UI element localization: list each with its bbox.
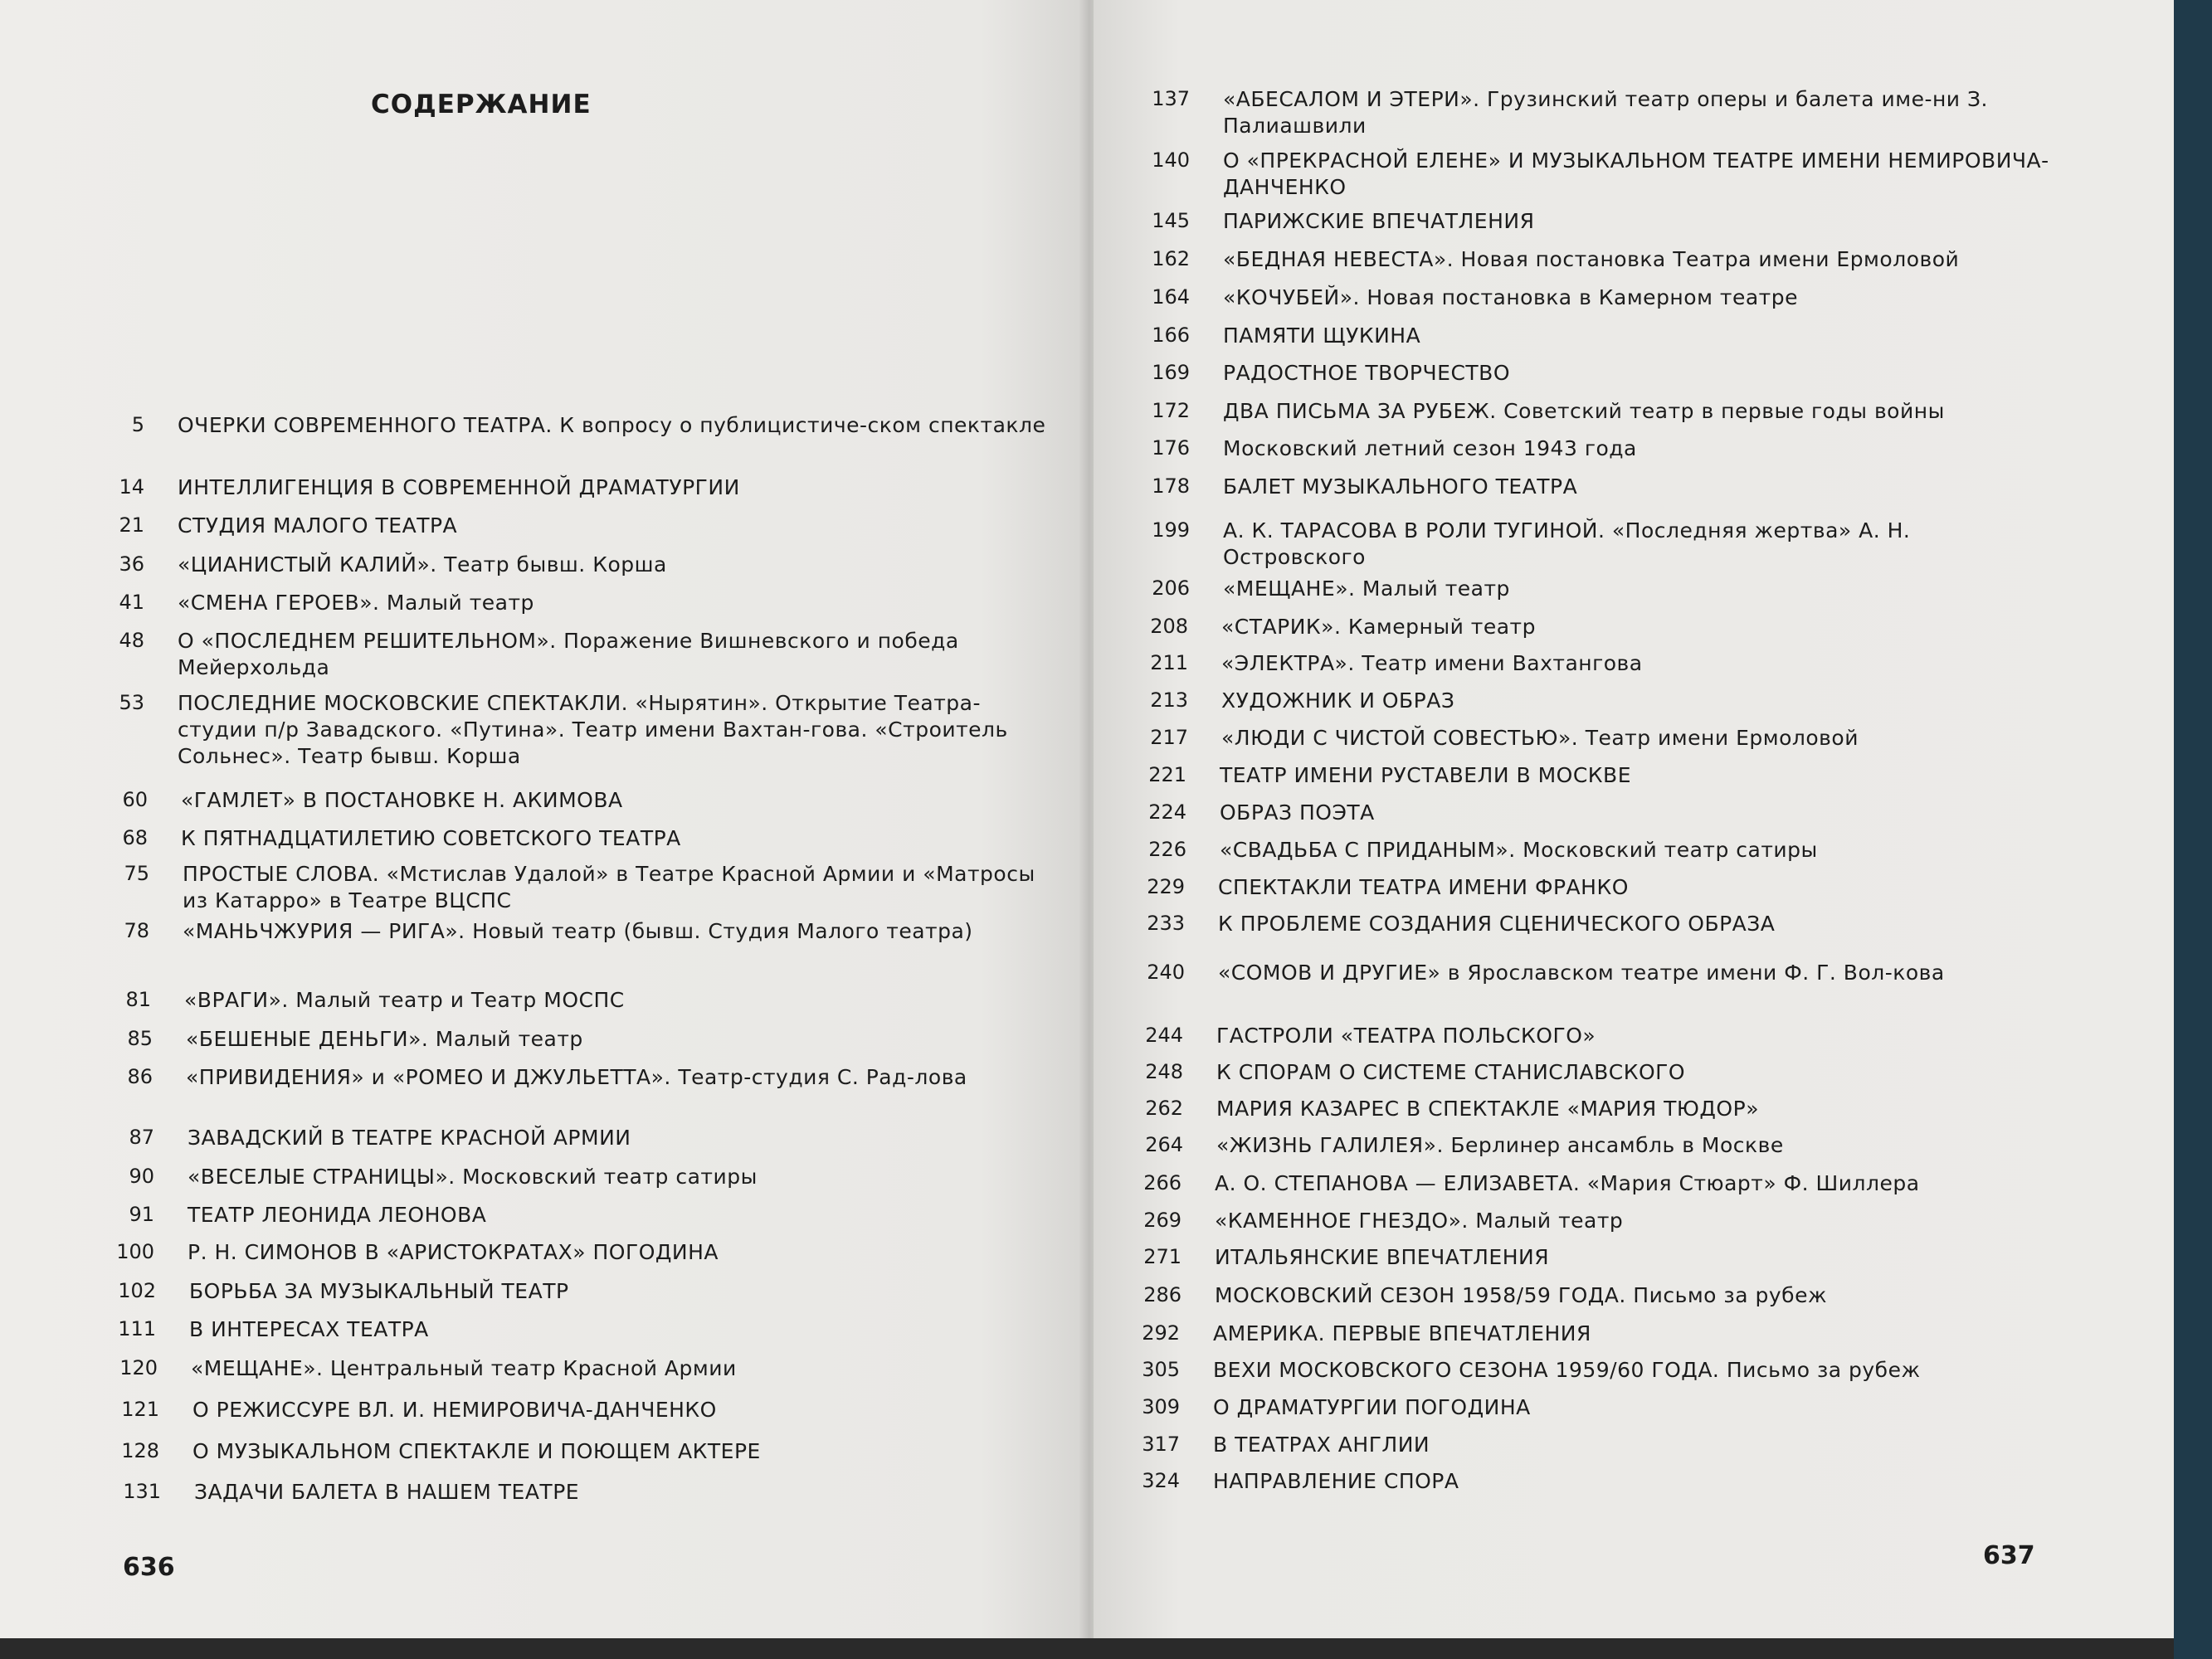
entry-page-number: 85	[127, 1027, 153, 1050]
entry-page-number: 5	[131, 413, 144, 436]
entry-title: РАДОСТНОЕ ТВОРЧЕСТВО	[1223, 361, 1510, 385]
entry-page-number: 14	[119, 475, 144, 499]
left-contents-entry	[90, 513, 1057, 539]
entry-page-number: 87	[129, 1126, 154, 1149]
left-contents-entry	[105, 1397, 1072, 1423]
entry-title: А. К. ТАРАСОВА В РОЛИ ТУГИНОЙ. «Последняя жертва» А. Н. Островского	[1223, 518, 1911, 569]
entry-page-number: 68	[122, 826, 148, 849]
entry-page-number: 140	[1152, 148, 1190, 172]
entry-title: Московский летний сезон 1943 года	[1223, 436, 1637, 460]
entry-page-number: 137	[1152, 87, 1190, 110]
right-contents-entry	[1125, 1432, 2043, 1458]
entry-page-number: 233	[1147, 912, 1185, 935]
right-contents-entry	[1127, 1170, 2044, 1197]
entry-title: К ПЯТНАДЦАТИЛЕТИЮ СОВЕТСКОГО ТЕАТРА	[181, 826, 681, 850]
left-contents-entry	[90, 590, 1057, 616]
entry-title: БАЛЕТ МУЗЫКАЛЬНОГО ТЕАТРА	[1223, 474, 1578, 499]
entry-page-number: 262	[1145, 1097, 1183, 1120]
right-contents-entry	[1132, 800, 2049, 826]
entry-page-number: 81	[125, 988, 151, 1011]
entry-title: ТЕАТР ЛЕОНИДА ЛЕОНОВА	[188, 1203, 487, 1227]
left-contents-entry	[101, 1278, 1069, 1305]
entry-page-number: 120	[119, 1356, 158, 1379]
entry-title: Р. Н. СИМОНОВ В «АРИСТОКРАТАХ» ПОГОДИНА	[188, 1240, 719, 1264]
left-contents-entry	[101, 1316, 1069, 1343]
entry-title: «СТАРИК». Камерный театр	[1221, 615, 1536, 639]
right-contents-entry	[1135, 323, 2053, 349]
entry-page-number: 208	[1150, 615, 1188, 638]
contents-heading: СОДЕРЖАНИЕ	[371, 90, 592, 119]
entry-page-number: 264	[1145, 1133, 1183, 1156]
entry-title: О ДРАМАТУРГИИ ПОГОДИНА	[1213, 1395, 1531, 1419]
entry-title: БОРЬБА ЗА МУЗЫКАЛЬНЫЙ ТЕАТР	[189, 1279, 569, 1303]
entry-title: ХУДОЖНИК И ОБРАЗ	[1221, 688, 1455, 713]
entry-title: ОЧЕРКИ СОВРЕМЕННОГО ТЕАТРА. К вопросу о публицистиче-ском спектакле	[178, 413, 1046, 437]
left-page-number: 636	[123, 1553, 175, 1582]
entry-title: ДВА ПИСЬМА ЗА РУБЕЖ. Советский театр в первые годы войны	[1223, 399, 1945, 423]
entry-page-number: 21	[119, 513, 144, 537]
entry-title: СТУДИЯ МАЛОГО ТЕАТРА	[178, 513, 458, 538]
left-contents-entry	[103, 1355, 1070, 1382]
left-contents-entry	[100, 1202, 1067, 1228]
entry-page-number: 178	[1152, 474, 1190, 498]
entry-title: О «ПОСЛЕДНЕМ РЕШИТЕЛЬНОМ». Поражение Вишневского и победа Мейерхольда	[178, 629, 959, 679]
entry-title: ТЕАТР ИМЕНИ РУСТАВЕЛИ В МОСКВЕ	[1220, 763, 1632, 787]
entry-page-number: 60	[122, 788, 148, 811]
entry-title: К СПОРАМ О СИСТЕМЕ СТАНИСЛАВСКОГО	[1216, 1060, 1686, 1084]
right-contents-entry	[1133, 650, 2051, 677]
entry-title: СПЕКТАКЛИ ТЕАТРА ИМЕНИ ФРАНКО	[1218, 875, 1629, 899]
right-contents-entry	[1135, 435, 2053, 462]
right-contents-entry	[1135, 398, 2053, 425]
entry-page-number: 166	[1152, 324, 1190, 347]
right-contents-entry	[1125, 1394, 2043, 1421]
entry-title: ПАМЯТИ ЩУКИНА	[1223, 324, 1421, 348]
entry-title: «КАМЕННОЕ ГНЕЗДО». Малый театр	[1215, 1209, 1624, 1233]
left-contents-entry	[100, 1239, 1067, 1266]
entry-title: «БЕДНАЯ НЕВЕСТА». Новая постановка Театра имени Ермоловой	[1223, 247, 1960, 271]
entry-page-number: 78	[124, 919, 149, 942]
entry-title: МОСКОВСКИЙ СЕЗОН 1958/59 ГОДА. Письмо за рубеж	[1215, 1283, 1827, 1307]
right-contents-entry	[1133, 688, 2051, 714]
entry-title: «ЦИАНИСТЫЙ КАЛИЙ». Театр бывш. Корша	[178, 552, 667, 577]
right-contents-entry	[1128, 1096, 2046, 1122]
left-contents-entry	[90, 412, 1057, 439]
entry-title: ПАРИЖСКИЕ ВПЕЧАТЛЕНИЯ	[1223, 209, 1535, 233]
entry-page-number: 162	[1152, 247, 1190, 270]
entry-page-number: 128	[121, 1439, 159, 1462]
entry-title: В ТЕАТРАХ АНГЛИИ	[1213, 1433, 1430, 1457]
right-contents-entry	[1127, 1208, 2044, 1234]
entry-title: ПРОСТЫЕ СЛОВА. «Мстислав Удалой» в Театре Красной Армии и «Матросы из Катарро» в Театре ВЦСПС	[183, 862, 1035, 912]
entry-page-number: 100	[116, 1240, 154, 1263]
entry-title: «МАНЬЧЖУРИЯ — РИГА». Новый театр (бывш. Студия Малого театра)	[183, 919, 973, 943]
entry-page-number: 286	[1143, 1283, 1182, 1306]
right-contents-entry	[1127, 1282, 2044, 1309]
entry-page-number: 86	[127, 1065, 153, 1088]
entry-title: ВЕХИ МОСКОВСКОГО СЕЗОНА 1959/60 ГОДА. Письмо за рубеж	[1213, 1358, 1921, 1382]
entry-title: «БЕШЕНЫЕ ДЕНЬГИ». Малый театр	[186, 1027, 583, 1051]
entry-title: О «ПРЕКРАСНОЙ ЕЛЕНЕ» И МУЗЫКАЛЬНОМ ТЕАТРЕ ИМЕНИ НЕМИРОВИЧА-ДАНЧЕНКО	[1223, 148, 2049, 199]
entry-page-number: 269	[1143, 1209, 1182, 1232]
entry-page-number: 169	[1152, 361, 1190, 384]
entry-page-number: 217	[1150, 726, 1188, 749]
left-contents-entry	[90, 628, 1057, 681]
left-contents-entry	[93, 787, 1060, 814]
entry-title: ОБРАЗ ПОЭТА	[1220, 800, 1375, 825]
left-contents-entry	[93, 825, 1060, 852]
right-contents-entry	[1125, 1468, 2043, 1495]
entry-page-number: 244	[1145, 1024, 1183, 1047]
entry-page-number: 48	[119, 629, 144, 652]
entry-page-number: 91	[129, 1203, 154, 1226]
left-contents-entry	[98, 1064, 1065, 1091]
entry-title: «СОМОВ И ДРУГИЕ» в Ярославском театре имени Ф. Г. Вол-кова	[1218, 961, 1945, 985]
entry-page-number: 305	[1142, 1358, 1180, 1381]
entry-page-number: 111	[118, 1317, 156, 1340]
entry-page-number: 248	[1145, 1060, 1183, 1083]
left-contents-entry	[106, 1479, 1074, 1506]
entry-title: ЗАДАЧИ БАЛЕТА В НАШЕМ ТЕАТРЕ	[194, 1480, 580, 1504]
right-contents-entry	[1135, 360, 2053, 387]
entry-page-number: 41	[119, 591, 144, 614]
entry-title: В ИНТЕРЕСАХ ТЕАТРА	[189, 1317, 429, 1341]
entry-title: ГАСТРОЛИ «ТЕАТРА ПОЛЬСКОГО»	[1216, 1024, 1596, 1048]
right-contents-entry	[1128, 1059, 2046, 1086]
entry-title: «ЭЛЕКТРА». Театр имени Вахтангова	[1221, 651, 1643, 675]
entry-page-number: 309	[1142, 1395, 1180, 1418]
right-contents-entry	[1135, 148, 2053, 201]
entry-title: «ГАМЛЕТ» В ПОСТАНОВКЕ Н. АКИМОВА	[181, 788, 623, 812]
entry-page-number: 211	[1150, 651, 1188, 674]
entry-page-number: 240	[1147, 961, 1185, 984]
entry-title: К ПРОБЛЕМЕ СОЗДАНИЯ СЦЕНИЧЕСКОГО ОБРАЗА	[1218, 912, 1776, 936]
entry-page-number: 226	[1148, 838, 1186, 861]
right-contents-entry	[1130, 911, 2048, 937]
left-contents-entry	[90, 690, 1057, 770]
entry-page-number: 53	[119, 691, 144, 714]
left-contents-entry	[100, 1164, 1067, 1190]
entry-title: «ЖИЗНЬ ГАЛИЛЕЯ». Берлинер ансамбль в Москве	[1216, 1133, 1784, 1157]
entry-title: «КОЧУБЕЙ». Новая постановка в Камерном театре	[1223, 285, 1798, 309]
left-contents-entry	[95, 918, 1062, 945]
left-contents-entry	[90, 474, 1057, 501]
entry-title: А. О. СТЕПАНОВА — ЕЛИЗАВЕТА. «Мария Стюарт» Ф. Шиллера	[1215, 1171, 1920, 1195]
entry-title: «АБЕСАЛОМ И ЭТЕРИ». Грузинский театр оперы и балета име-ни З. Палиашвили	[1223, 87, 1988, 138]
entry-page-number: 292	[1142, 1321, 1180, 1345]
right-contents-entry	[1127, 1244, 2044, 1271]
right-page	[1094, 0, 2174, 1638]
right-page-number: 637	[1983, 1541, 2035, 1570]
entry-page-number: 221	[1148, 763, 1186, 786]
entry-page-number: 131	[123, 1480, 161, 1503]
entry-page-number: 176	[1152, 436, 1190, 460]
entry-title: АМЕРИКА. ПЕРВЫЕ ВПЕЧАТЛЕНИЯ	[1213, 1321, 1591, 1345]
entry-page-number: 90	[129, 1165, 154, 1188]
right-contents-entry	[1128, 1023, 2046, 1049]
entry-page-number: 229	[1147, 875, 1185, 898]
right-contents-entry	[1135, 208, 2053, 235]
right-contents-entry	[1135, 246, 2053, 273]
right-contents-entry	[1130, 874, 2048, 901]
entry-page-number: 324	[1142, 1469, 1180, 1492]
entry-title: «ВЕСЕЛЫЕ СТРАНИЦЫ». Московский театр сатиры	[188, 1165, 758, 1189]
entry-page-number: 317	[1142, 1433, 1180, 1456]
right-contents-entry	[1125, 1321, 2043, 1347]
right-contents-entry	[1133, 725, 2051, 752]
entry-page-number: 224	[1148, 800, 1186, 824]
left-contents-entry	[98, 1026, 1065, 1053]
entry-page-number: 206	[1152, 577, 1190, 600]
entry-page-number: 121	[121, 1398, 159, 1421]
entry-page-number: 172	[1152, 399, 1190, 422]
entry-page-number: 164	[1152, 285, 1190, 309]
entry-page-number: 199	[1152, 518, 1190, 542]
entry-page-number: 145	[1152, 209, 1190, 232]
book-cover-edge	[2174, 0, 2212, 1659]
right-contents-entry	[1135, 474, 2053, 500]
right-contents-entry	[1135, 285, 2053, 311]
left-contents-entry	[90, 552, 1057, 578]
entry-title: ИНТЕЛЛИГЕНЦИЯ В СОВРЕМЕННОЙ ДРАМАТУРГИИ	[178, 475, 740, 499]
entry-page-number: 75	[124, 862, 149, 885]
right-contents-entry	[1135, 86, 2053, 139]
left-contents-entry	[100, 1125, 1067, 1151]
entry-title: О РЕЖИССУРЕ ВЛ. И. НЕМИРОВИЧА-ДАНЧЕНКО	[192, 1398, 717, 1422]
entry-title: «СМЕНА ГЕРОЕВ». Малый театр	[178, 591, 534, 615]
left-contents-entry	[96, 987, 1064, 1014]
right-contents-entry	[1133, 614, 2051, 640]
entry-title: «ЛЮДИ С ЧИСТОЙ СОВЕСТЬЮ». Театр имени Ермоловой	[1221, 726, 1859, 750]
right-contents-entry	[1135, 518, 2053, 571]
entry-title: «МЕЩАНЕ». Центральный театр Красной Армии	[191, 1356, 737, 1380]
entry-title: ПОСЛЕДНИЕ МОСКОВСКИЕ СПЕКТАКЛИ. «Нырятин». Открытие Театра-студии п/р Завадского. «Путина». Театр имени Вахтан-гова. «Строитель Сольнес». Театр бывш. Корша	[178, 691, 1008, 768]
entry-title: О МУЗЫКАЛЬНОМ СПЕКТАКЛЕ И ПОЮЩЕМ АКТЕРЕ	[192, 1439, 761, 1463]
entry-page-number: 271	[1143, 1245, 1182, 1268]
right-contents-entry	[1135, 576, 2053, 602]
entry-title: «СВАДЬБА С ПРИДАНЫМ». Московский театр сатиры	[1220, 838, 1818, 862]
entry-title: «ВРАГИ». Малый театр и Театр МОСПС	[184, 988, 625, 1012]
right-contents-entry	[1132, 837, 2049, 864]
left-contents-entry	[105, 1438, 1072, 1465]
right-contents-entry	[1128, 1132, 2046, 1159]
entry-title: «МЕЩАНЕ». Малый театр	[1223, 577, 1510, 601]
entry-page-number: 266	[1143, 1171, 1182, 1194]
entry-title: ИТАЛЬЯНСКИЕ ВПЕЧАТЛЕНИЯ	[1215, 1245, 1550, 1269]
entry-title: ЗАВАДСКИЙ В ТЕАТРЕ КРАСНОЙ АРМИИ	[188, 1126, 631, 1150]
entry-title: «ПРИВИДЕНИЯ» и «РОМЕО И ДЖУЛЬЕТТА». Театр-студия С. Рад-лова	[186, 1065, 967, 1089]
entry-page-number: 102	[118, 1279, 156, 1302]
entry-title: НАПРАВЛЕНИЕ СПОРА	[1213, 1469, 1459, 1493]
right-contents-entry	[1130, 960, 2048, 986]
left-contents-entry	[95, 861, 1062, 914]
right-contents-entry	[1125, 1357, 2043, 1384]
entry-page-number: 213	[1150, 688, 1188, 712]
entry-title: МАРИЯ КАЗАРЕС В СПЕКТАКЛЕ «МАРИЯ ТЮДОР»	[1216, 1097, 1759, 1121]
right-contents-entry	[1132, 762, 2049, 789]
entry-page-number: 36	[119, 552, 144, 576]
left-page	[0, 0, 1089, 1638]
